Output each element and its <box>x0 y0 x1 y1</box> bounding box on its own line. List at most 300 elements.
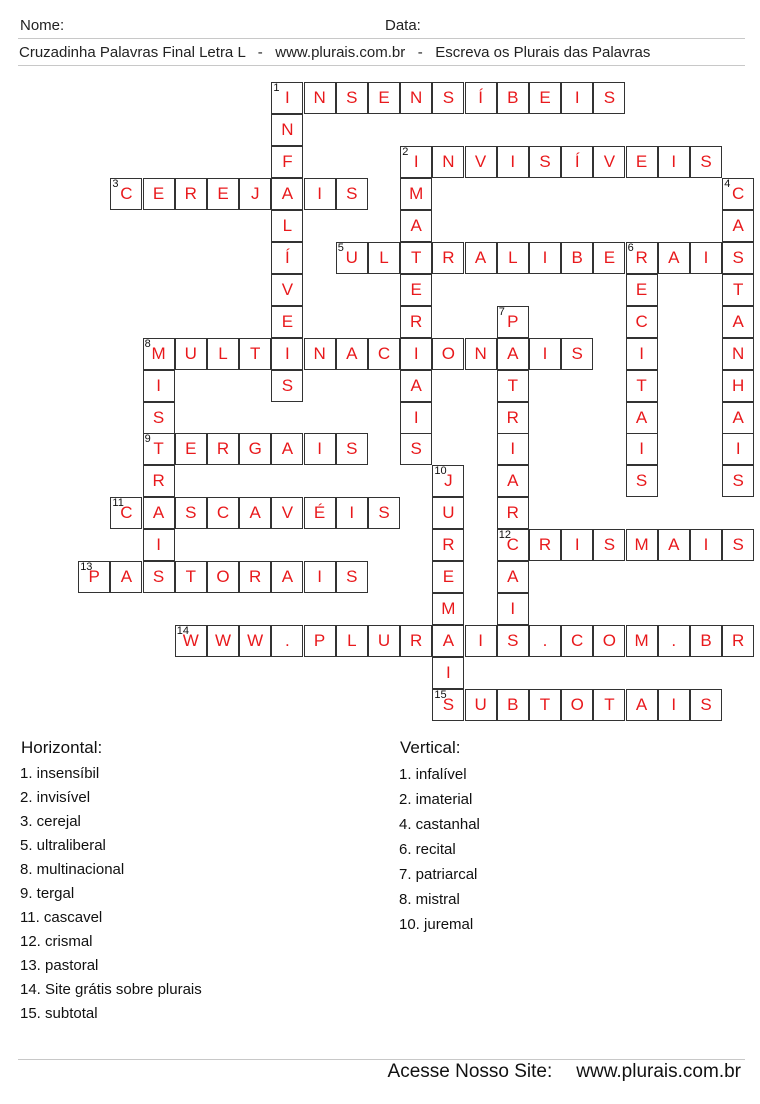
grid-cell[interactable] <box>400 306 432 338</box>
cell-letter: C <box>377 343 391 363</box>
grid-cell[interactable] <box>497 146 529 178</box>
grid-cell[interactable] <box>626 242 658 274</box>
cell-letter: Í <box>285 247 290 267</box>
grid-cell[interactable] <box>626 146 658 178</box>
cell-letter: S <box>346 567 358 587</box>
grid-cell[interactable] <box>722 178 754 210</box>
cell-letter: I <box>671 151 677 171</box>
cell-letter: R <box>216 439 230 459</box>
grid-cell[interactable] <box>722 625 754 657</box>
clue-item: 12. crismal <box>20 933 93 950</box>
cell-letter: E <box>152 183 165 203</box>
grid-cell[interactable] <box>143 465 175 497</box>
grid-cell[interactable] <box>336 625 368 657</box>
grid-cell[interactable] <box>304 338 336 370</box>
grid-cell[interactable] <box>432 625 464 657</box>
grid-cell[interactable] <box>271 497 303 529</box>
grid-cell[interactable] <box>400 82 432 114</box>
cell-letter: E <box>410 279 422 299</box>
grid-cell[interactable] <box>626 689 658 721</box>
grid-cell[interactable] <box>143 178 175 210</box>
grid-cell[interactable] <box>626 370 658 402</box>
cell-letter: I <box>735 439 741 459</box>
grid-cell[interactable] <box>626 529 658 561</box>
grid-cell[interactable] <box>271 274 303 306</box>
grid-cell[interactable] <box>529 146 561 178</box>
grid-cell[interactable] <box>593 689 625 721</box>
grid-cell[interactable] <box>722 433 754 465</box>
cell-letter: P <box>88 567 100 587</box>
grid-cell[interactable] <box>239 433 271 465</box>
grid-cell[interactable] <box>143 338 175 370</box>
cell-letter: I <box>542 247 548 267</box>
grid-cell[interactable] <box>271 178 303 210</box>
grid-cell[interactable] <box>658 529 690 561</box>
cell-letter: U <box>474 695 487 714</box>
grid-cell[interactable] <box>239 338 271 370</box>
grid-cell[interactable] <box>175 178 207 210</box>
grid-cell[interactable] <box>271 210 303 242</box>
grid-cell[interactable] <box>497 338 529 370</box>
grid-cell[interactable] <box>143 402 175 434</box>
cell-letter: N <box>732 343 745 363</box>
cell-letter: T <box>636 375 647 395</box>
grid-cell[interactable] <box>207 561 239 593</box>
cell-letter: A <box>442 631 455 651</box>
clue-item: 4. castanhal <box>399 816 480 833</box>
cell-letter: S <box>442 695 455 714</box>
cell-letter: I <box>317 439 322 459</box>
cell-letter: U <box>184 343 197 363</box>
clue-item: 5. ultraliberal <box>20 837 106 854</box>
grid-cell[interactable] <box>626 433 658 465</box>
grid-cell[interactable] <box>336 497 368 529</box>
grid-cell[interactable] <box>239 561 271 593</box>
cell-letter: S <box>603 535 616 555</box>
grid-cell[interactable] <box>239 497 271 529</box>
clue-number: 3 <box>112 177 119 190</box>
grid-cell[interactable] <box>561 529 593 561</box>
cell-letter: I <box>639 439 644 459</box>
cell-letter: L <box>347 631 357 651</box>
grid-cell[interactable] <box>432 561 464 593</box>
grid-cell[interactable] <box>658 242 690 274</box>
grid-cell[interactable] <box>626 402 658 434</box>
clue-number: 9 <box>144 433 151 446</box>
grid-cell[interactable] <box>400 210 432 242</box>
cell-letter: S <box>603 88 616 107</box>
cell-letter: S <box>346 439 358 459</box>
cell-letter: N <box>474 343 487 363</box>
cell-letter: C <box>635 311 648 331</box>
footer-site-link[interactable]: www.plurais.com.br <box>576 1061 741 1082</box>
cell-letter: E <box>281 311 294 331</box>
clue-item: 3. cerejal <box>20 813 81 830</box>
grid-cell[interactable] <box>658 625 690 657</box>
grid-cell[interactable] <box>626 274 658 306</box>
grid-cell[interactable] <box>529 625 561 657</box>
cell-letter: A <box>249 503 261 523</box>
clue-number: 10 <box>434 465 447 478</box>
cell-letter: I <box>574 535 580 555</box>
cell-letter: E <box>635 151 648 171</box>
grid-cell[interactable] <box>432 689 464 721</box>
grid-cell[interactable] <box>78 561 110 593</box>
grid-cell[interactable] <box>465 242 497 274</box>
cell-letter: A <box>152 503 165 523</box>
cell-letter: E <box>217 183 229 203</box>
cell-letter: I <box>349 503 355 523</box>
cell-letter: L <box>508 247 518 267</box>
grid-cell[interactable] <box>561 146 593 178</box>
grid-cell[interactable] <box>690 146 722 178</box>
grid-cell[interactable] <box>175 625 207 657</box>
cell-letter: U <box>377 631 391 651</box>
grid-cell[interactable] <box>271 433 303 465</box>
cell-letter: O <box>570 695 584 714</box>
cell-letter: P <box>313 631 326 651</box>
cell-letter: I <box>285 343 290 363</box>
grid-cell[interactable] <box>400 402 432 434</box>
grid-cell[interactable] <box>432 242 464 274</box>
grid-cell[interactable] <box>368 82 400 114</box>
grid-cell[interactable] <box>304 82 336 114</box>
cell-letter: P <box>507 311 519 331</box>
cell-letter: T <box>410 247 422 267</box>
cell-letter: L <box>379 247 389 267</box>
grid-cell[interactable] <box>336 178 368 210</box>
cell-letter: A <box>120 567 133 587</box>
cell-letter: M <box>634 535 649 555</box>
grid-cell[interactable] <box>497 689 529 721</box>
vertical-clues-title: Vertical: <box>400 738 461 757</box>
grid-cell[interactable] <box>722 402 754 434</box>
cell-letter: N <box>313 343 326 363</box>
grid-cell[interactable] <box>722 338 754 370</box>
cell-letter: S <box>635 471 648 491</box>
grid-cell[interactable] <box>497 465 529 497</box>
cell-letter: M <box>634 631 649 651</box>
grid-cell[interactable] <box>400 433 432 465</box>
cell-letter: C <box>120 183 133 203</box>
grid-cell[interactable] <box>175 433 207 465</box>
footer <box>388 1061 741 1083</box>
grid-cell[interactable] <box>561 625 593 657</box>
grid-cell[interactable] <box>368 497 400 529</box>
cell-letter: N <box>410 88 423 107</box>
cell-letter: B <box>507 88 519 107</box>
grid-cell[interactable] <box>722 529 754 561</box>
grid-cell[interactable] <box>336 561 368 593</box>
grid-cell[interactable] <box>497 625 529 657</box>
grid-cell[interactable] <box>626 465 658 497</box>
cell-letter: F <box>282 151 293 171</box>
cell-letter: T <box>604 695 615 714</box>
grid-cell[interactable] <box>690 529 722 561</box>
grid-cell[interactable] <box>271 625 303 657</box>
cell-letter: E <box>603 247 616 267</box>
grid-cell[interactable] <box>400 338 432 370</box>
clue-number: 7 <box>498 305 505 318</box>
cell-letter: E <box>539 88 551 107</box>
grid-cell[interactable] <box>143 433 175 465</box>
cell-letter: S <box>732 535 744 555</box>
grid-cell[interactable] <box>271 242 303 274</box>
cell-letter: G <box>248 439 262 459</box>
grid-cell[interactable] <box>465 82 497 114</box>
grid-cell[interactable] <box>432 146 464 178</box>
clue-number: 2 <box>402 145 409 158</box>
grid-cell[interactable] <box>175 338 207 370</box>
cell-letter: R <box>152 471 165 491</box>
grid-cell[interactable] <box>143 561 175 593</box>
grid-cell[interactable] <box>626 306 658 338</box>
grid-cell[interactable] <box>239 625 271 657</box>
cell-letter: H <box>732 375 745 395</box>
cell-letter: S <box>732 471 744 491</box>
clue-number: 5 <box>337 241 344 254</box>
grid-cell[interactable] <box>497 561 529 593</box>
grid-cell[interactable] <box>465 625 497 657</box>
clue-item: 2. imaterial <box>399 791 473 808</box>
grid-cell[interactable] <box>593 625 625 657</box>
grid-cell[interactable] <box>561 689 593 721</box>
grid-cell[interactable] <box>143 497 175 529</box>
grid-cell[interactable] <box>110 178 142 210</box>
clue-number: 8 <box>144 337 151 350</box>
grid-cell[interactable] <box>304 178 336 210</box>
cell-letter: N <box>281 120 294 139</box>
grid-cell[interactable] <box>593 146 625 178</box>
grid-cell[interactable] <box>271 306 303 338</box>
cell-letter: . <box>285 631 290 651</box>
cell-letter: M <box>409 183 424 203</box>
grid-cell[interactable] <box>497 593 529 625</box>
grid-cell[interactable] <box>271 114 303 146</box>
cell-letter: C <box>571 631 584 651</box>
cell-letter: A <box>474 247 487 267</box>
cell-letter: I <box>510 151 516 171</box>
clue-item: 7. patriarcal <box>399 866 478 883</box>
grid-cell[interactable] <box>400 178 432 210</box>
grid-cell[interactable] <box>497 529 529 561</box>
grid-cell[interactable] <box>368 625 400 657</box>
grid-cell[interactable] <box>722 242 754 274</box>
grid-cell[interactable] <box>432 529 464 561</box>
cell-letter: R <box>249 567 262 587</box>
grid-cell[interactable] <box>143 370 175 402</box>
cell-letter: R <box>732 631 745 651</box>
grid-cell[interactable] <box>529 338 561 370</box>
grid-cell[interactable] <box>400 625 432 657</box>
cell-letter: I <box>703 535 709 555</box>
grid-cell[interactable] <box>304 433 336 465</box>
cell-letter: E <box>378 88 390 107</box>
grid-cell[interactable] <box>626 625 658 657</box>
grid-cell[interactable] <box>561 82 593 114</box>
clue-item: 15. subtotal <box>20 1005 98 1022</box>
grid-cell[interactable] <box>497 402 529 434</box>
cell-letter: A <box>635 695 648 714</box>
grid-cell[interactable] <box>593 82 625 114</box>
cell-letter: A <box>732 407 744 427</box>
clue-number: 12 <box>498 529 512 542</box>
cell-letter: A <box>732 311 744 331</box>
cell-letter: W <box>214 631 232 651</box>
cell-letter: R <box>410 311 423 331</box>
grid-cell[interactable] <box>722 465 754 497</box>
cell-letter: I <box>413 407 419 427</box>
cell-letter: A <box>732 215 744 235</box>
grid-cell[interactable] <box>690 689 722 721</box>
grid-cell[interactable] <box>239 178 271 210</box>
grid-cell[interactable] <box>432 465 464 497</box>
cell-letter: C <box>216 503 230 523</box>
grid-cell[interactable] <box>593 529 625 561</box>
grid-cell[interactable] <box>529 689 561 721</box>
grid-cell[interactable] <box>271 82 303 114</box>
cell-letter: R <box>442 535 455 555</box>
grid-cell[interactable] <box>336 433 368 465</box>
grid-cell[interactable] <box>658 146 690 178</box>
grid-cell[interactable] <box>207 625 239 657</box>
grid-cell[interactable] <box>175 497 207 529</box>
grid-cell[interactable] <box>207 338 239 370</box>
grid-cell[interactable] <box>175 561 207 593</box>
footer-divider <box>18 1059 745 1060</box>
cell-letter: S <box>346 88 358 107</box>
cell-letter: T <box>507 375 518 395</box>
grid-cell[interactable] <box>271 338 303 370</box>
cell-letter: S <box>732 247 744 267</box>
grid-cell[interactable] <box>561 242 593 274</box>
clue-item: 1. insensíbil <box>20 765 100 782</box>
grid-cell[interactable] <box>110 561 142 593</box>
cell-letter: U <box>345 247 358 267</box>
cell-letter: A <box>410 215 422 235</box>
cell-letter: T <box>249 343 261 363</box>
grid-cell[interactable] <box>110 497 142 529</box>
grid-cell[interactable] <box>722 306 754 338</box>
grid-cell[interactable] <box>432 657 464 689</box>
cell-letter: S <box>539 151 551 171</box>
cell-letter: C <box>506 535 519 555</box>
grid-cell[interactable] <box>529 242 561 274</box>
cell-letter: B <box>571 247 583 267</box>
grid-cell[interactable] <box>207 497 239 529</box>
cell-letter: L <box>218 343 228 363</box>
grid-cell[interactable] <box>336 338 368 370</box>
grid-cell[interactable] <box>497 433 529 465</box>
grid-cell[interactable] <box>497 370 529 402</box>
clue-number: 1 <box>273 82 280 94</box>
cell-letter: N <box>442 151 455 171</box>
clue-number: 4 <box>724 177 731 190</box>
cell-letter: S <box>378 503 390 523</box>
grid-cell[interactable] <box>497 242 529 274</box>
grid-cell[interactable] <box>271 370 303 402</box>
clue-number: 11 <box>112 497 124 510</box>
grid-cell[interactable] <box>336 82 368 114</box>
cell-letter: I <box>446 663 451 683</box>
grid-cell[interactable] <box>368 338 400 370</box>
grid-cell[interactable] <box>432 497 464 529</box>
grid-cell[interactable] <box>400 274 432 306</box>
grid-cell[interactable] <box>722 210 754 242</box>
grid-cell[interactable] <box>207 433 239 465</box>
cell-letter: A <box>410 375 422 395</box>
grid-cell[interactable] <box>143 529 175 561</box>
clue-number: 13 <box>80 561 93 574</box>
vertical-clue-list <box>399 762 480 937</box>
grid-cell[interactable] <box>400 146 432 178</box>
cell-letter: . <box>671 631 677 651</box>
grid-cell[interactable] <box>690 242 722 274</box>
grid-cell[interactable] <box>626 338 658 370</box>
grid-cell[interactable] <box>529 529 561 561</box>
grid-cell[interactable] <box>304 497 336 529</box>
cell-letter: V <box>281 503 294 523</box>
grid-cell[interactable] <box>432 593 464 625</box>
grid-cell[interactable] <box>400 242 432 274</box>
cell-letter: V <box>281 279 294 299</box>
cell-letter: I <box>639 343 644 363</box>
grid-cell[interactable] <box>497 306 529 338</box>
grid-cell[interactable] <box>465 689 497 721</box>
cell-letter: S <box>700 695 712 714</box>
cell-letter: S <box>152 567 165 587</box>
grid-cell[interactable] <box>336 242 368 274</box>
cell-letter: R <box>635 247 648 267</box>
grid-cell[interactable] <box>271 146 303 178</box>
grid-cell[interactable] <box>722 274 754 306</box>
cell-letter: A <box>346 343 358 363</box>
grid-cell[interactable] <box>497 497 529 529</box>
cell-letter: O <box>216 567 230 587</box>
cell-letter: A <box>635 407 648 427</box>
grid-cell[interactable] <box>465 146 497 178</box>
cell-letter: S <box>410 439 422 459</box>
grid-cell[interactable] <box>400 370 432 402</box>
cell-letter: I <box>285 88 290 107</box>
cell-letter: R <box>506 407 519 427</box>
cell-letter: I <box>317 567 322 587</box>
cell-letter: S <box>571 343 583 363</box>
clue-item: 14. Site grátis sobre plurais <box>20 981 202 998</box>
grid-cell[interactable] <box>658 689 690 721</box>
grid-cell[interactable] <box>690 625 722 657</box>
grid-cell[interactable] <box>529 82 561 114</box>
grid-cell[interactable] <box>368 242 400 274</box>
grid-cell[interactable] <box>304 625 336 657</box>
grid-cell[interactable] <box>497 82 529 114</box>
grid-cell[interactable] <box>722 370 754 402</box>
grid-cell[interactable] <box>593 242 625 274</box>
grid-cell[interactable] <box>271 561 303 593</box>
grid-cell[interactable] <box>561 338 593 370</box>
grid-cell[interactable] <box>304 561 336 593</box>
grid-cell[interactable] <box>432 82 464 114</box>
grid-cell[interactable] <box>465 338 497 370</box>
cell-letter: S <box>507 631 519 651</box>
cell-letter: A <box>507 471 519 491</box>
cell-letter: B <box>507 695 519 714</box>
date-label: Data: <box>385 17 421 34</box>
grid-cell[interactable] <box>432 338 464 370</box>
grid-cell[interactable] <box>207 178 239 210</box>
cell-letter: . <box>542 631 548 651</box>
cell-letter: C <box>732 183 745 203</box>
